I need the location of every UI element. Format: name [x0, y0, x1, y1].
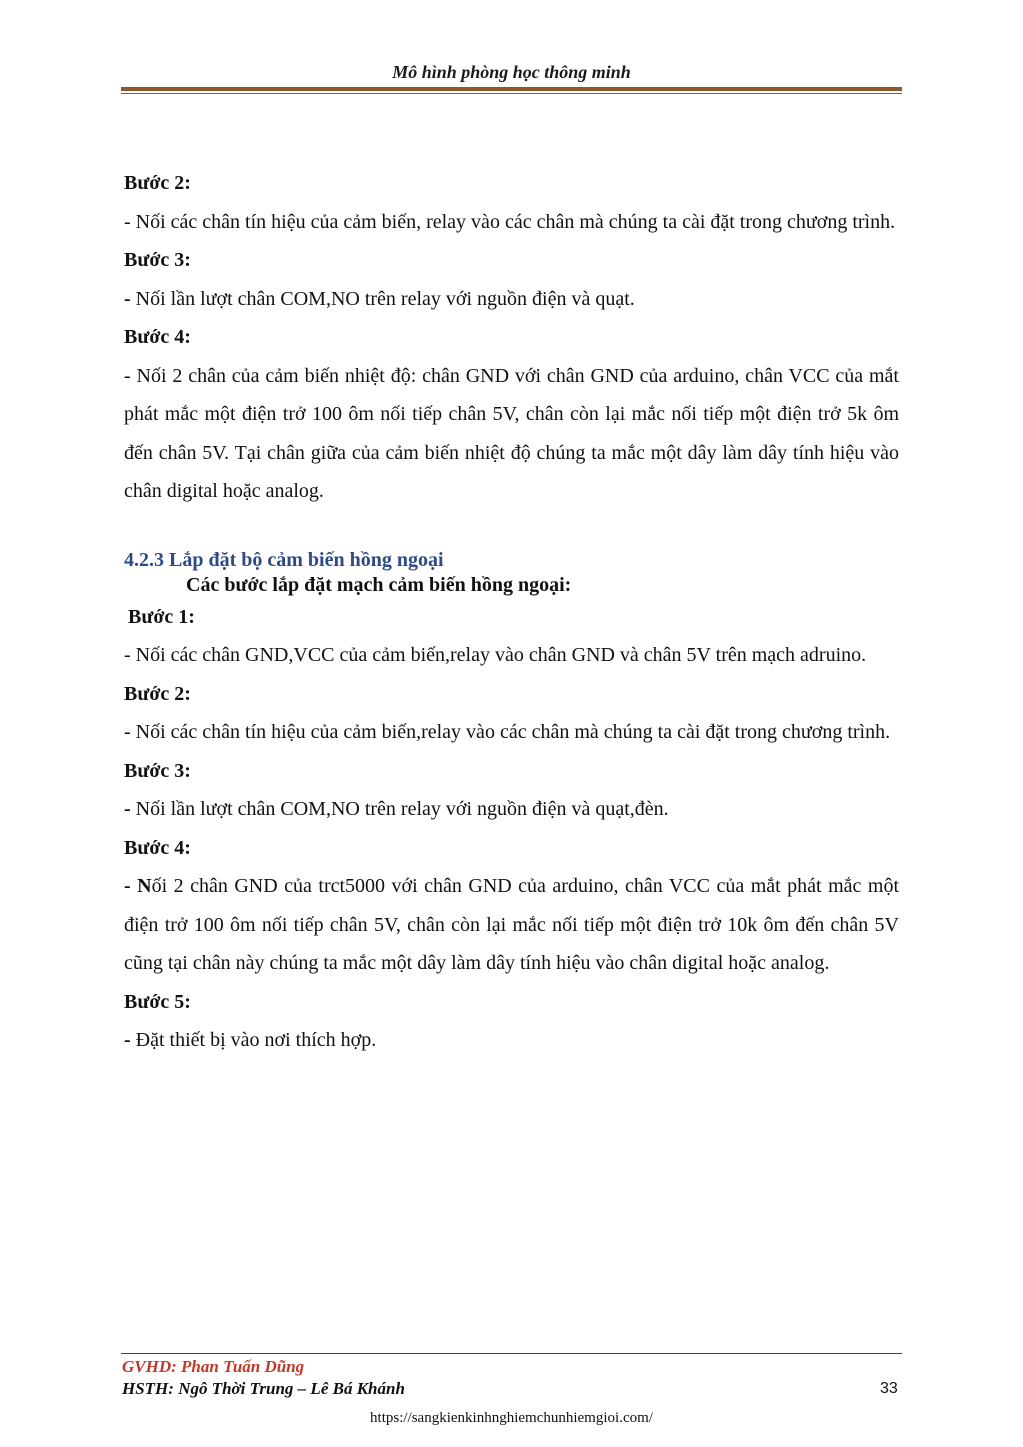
header-divider — [121, 87, 902, 91]
footer-students: HSTH: Ngô Thời Trung – Lê Bá Khánh — [122, 1379, 405, 1398]
step-text: - Nối các chân tín hiệu của cảm biến,relay vào các chân mà chúng ta cài đặt trong chương trình. — [124, 721, 891, 743]
bullet-dash: - — [124, 287, 131, 310]
step-label: Bước 5: — [124, 990, 191, 1013]
step-label: Bước 4: — [124, 326, 191, 348]
step-text: Nối lần lượt chân COM,NO trên relay với nguồn điện và quạt,đèn. — [130, 798, 669, 820]
section-heading: 4.2.3 Lắp đặt bộ cảm biến hồng ngoại — [124, 548, 444, 571]
step-text: Đặt thiết bị vào nơi thích hợp. — [130, 1029, 377, 1051]
footer-supervisor: GVHD: Phan Tuấn Dũng — [122, 1357, 305, 1376]
step-text: Nối lần lượt chân COM,NO trên relay với nguồn điện và quạt. — [130, 287, 635, 310]
step-text: ối 2 chân GND của trct5000 với chân GND của arduino, chân VCC của mắt phát mắc một điện trở 100 ôm nối tiếp chân 5V, chân còn lại mắc nối tiếp một điện trở 10k ôm đến chân 5V cũng tại chân này chúng ta mắc một dây làm dây tính hiệu vào chân digital hoặc analog. — [124, 875, 899, 974]
step-label: Bước 3: — [124, 759, 191, 782]
header-divider-thin — [121, 93, 902, 94]
section-subheading: Các bước lắp đặt mạch cảm biến hồng ngoại: — [186, 573, 572, 596]
step-paragraph — [124, 280, 899, 319]
bullet-dash: - — [124, 1029, 131, 1051]
step-text: - Nối 2 chân của cảm biến nhiệt độ: chân GND với chân GND của arduino, chân VCC của mắt phát mắc một điện trở 100 ôm nối tiếp chân 5V, chân còn lại mắc nối tiếp một điện trở 5k ôm đến chân 5V. Tại chân giữa của cảm biến nhiệt độ chúng ta mắc một dây làm dây tính hiệu vào chân digital hoặc analog. — [124, 364, 899, 502]
step-label: Bước 2: — [124, 172, 191, 194]
section-spacer — [124, 511, 899, 548]
running-header-title: Mô hình phòng học thông minh — [392, 62, 631, 82]
step-paragraph — [124, 867, 899, 983]
step-label: Bước 1: — [128, 605, 195, 628]
step-text: - Nối các chân tín hiệu của cảm biến, relay vào các chân mà chúng ta cài đặt trong chương trình. — [124, 210, 896, 233]
step-label: Bước 2: — [124, 682, 191, 705]
step-paragraph — [124, 790, 899, 829]
page-number: 33 — [880, 1380, 898, 1397]
step-text: - Nối các chân GND,VCC của cảm biến,relay vào chân GND và chân 5V trên mạch adruino. — [124, 644, 867, 666]
page-body — [124, 164, 899, 1060]
footer-url: https://sangkienkinhnghiemchunhiemgioi.com/ — [370, 1410, 653, 1426]
bullet-dash: - N — [124, 875, 152, 897]
step-label: Bước 4: — [124, 836, 191, 859]
step-label: Bước 3: — [124, 249, 191, 271]
step-paragraph — [124, 1021, 899, 1060]
bullet-dash: - — [124, 798, 131, 820]
footer-divider — [121, 1353, 902, 1354]
